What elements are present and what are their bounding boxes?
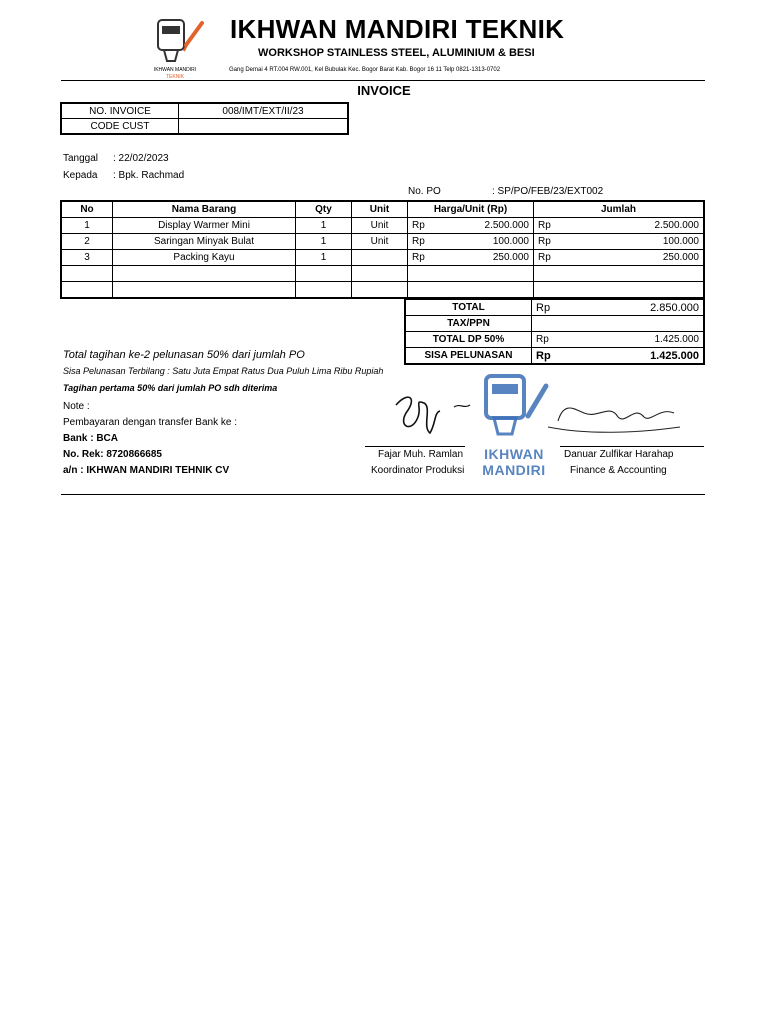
items-table bbox=[60, 200, 705, 299]
no-invoice-value: 008/IMT/EXT/II/23 bbox=[179, 103, 349, 119]
footer-rule bbox=[61, 494, 705, 495]
tanggal-value: : 22/02/2023 bbox=[113, 153, 169, 164]
row-total-cell bbox=[534, 250, 705, 266]
signer-right-role: Finance & Accounting bbox=[570, 465, 667, 476]
col-harga: Harga/Unit (Rp) bbox=[408, 201, 534, 218]
logo-text-2: TEKNIK bbox=[165, 74, 185, 80]
row-total-currency: Rp bbox=[538, 236, 551, 247]
table-row bbox=[61, 234, 704, 250]
po-value: : SP/PO/FEB/23/EXT002 bbox=[492, 186, 604, 197]
code-cust-value bbox=[179, 119, 349, 135]
row-unit: Unit bbox=[352, 234, 408, 250]
row-price-cell bbox=[408, 234, 534, 250]
note-label: Note : bbox=[63, 401, 90, 412]
row-name: Packing Kayu bbox=[113, 250, 296, 266]
row-unit bbox=[352, 250, 408, 266]
dp-cell bbox=[532, 332, 705, 348]
note-line-1: Total tagihan ke-2 pelunasan 50% dari jumlah PO bbox=[63, 349, 305, 361]
bank-name: Bank : BCA bbox=[63, 433, 119, 444]
row-price-currency: Rp bbox=[412, 220, 425, 231]
total-row bbox=[405, 299, 704, 316]
row-price-cell bbox=[408, 250, 534, 266]
dp-label: TOTAL DP 50% bbox=[405, 332, 532, 348]
sisa-row bbox=[405, 348, 704, 365]
row-price-currency: Rp bbox=[412, 236, 425, 247]
stamp-text: IKHWAN bbox=[484, 446, 544, 462]
row-name: Display Warmer Mini bbox=[113, 218, 296, 234]
note-line-2: Sisa Pelunasan Terbilang : Satu Juta Empat Ratus Dua Puluh Lima Ribu Rupiah bbox=[63, 366, 384, 376]
company-name: IKHWAN MANDIRI TEKNIK bbox=[230, 14, 565, 44]
dp-row bbox=[405, 332, 704, 348]
total-currency: Rp bbox=[536, 301, 551, 314]
table-row-empty bbox=[61, 282, 704, 299]
sisa-label: SISA PELUNASAN bbox=[405, 348, 532, 365]
row-total: 2.500.000 bbox=[654, 220, 699, 231]
invoice-info-table bbox=[60, 102, 349, 135]
totals-table bbox=[404, 298, 705, 365]
row-total: 100.000 bbox=[662, 236, 699, 247]
row-qty: 1 bbox=[296, 218, 352, 234]
row-total-cell bbox=[534, 234, 705, 250]
stamp-text-2: MANDIRI bbox=[482, 462, 546, 478]
col-unit: Unit bbox=[352, 201, 408, 218]
row-no: 3 bbox=[61, 250, 113, 266]
tax-row bbox=[405, 316, 704, 332]
signer-right-name: Danuar Zulfikar Harahap bbox=[564, 449, 674, 460]
sisa-cell bbox=[532, 348, 705, 365]
company-logo bbox=[142, 15, 208, 81]
tax-value bbox=[532, 316, 705, 332]
row-price: 2.500.000 bbox=[484, 220, 529, 231]
row-no: 1 bbox=[61, 218, 113, 234]
col-jumlah: Jumlah bbox=[534, 201, 705, 218]
no-invoice-label: NO. INVOICE bbox=[61, 103, 179, 119]
dp-value: 1.425.000 bbox=[654, 334, 699, 345]
invoice-title: INVOICE bbox=[357, 83, 411, 98]
row-total-currency: Rp bbox=[538, 220, 551, 231]
sisa-currency: Rp bbox=[536, 349, 551, 362]
row-no: 2 bbox=[61, 234, 113, 250]
row-price-currency: Rp bbox=[412, 252, 425, 263]
dp-currency: Rp bbox=[536, 334, 549, 345]
row-qty: 1 bbox=[296, 250, 352, 266]
table-row-empty bbox=[61, 266, 704, 282]
col-no: No bbox=[61, 201, 113, 218]
bank-account: No. Rek: 8720866685 bbox=[63, 449, 162, 460]
kepada-label: Kepada bbox=[63, 170, 98, 181]
company-address: Gang Demai 4 RT.004 RW.001, Kel Bubulak Kec. Bogor Barat Kab. Bogor 16 11 Telp 0821-1313-0702 bbox=[229, 67, 501, 73]
items-header-row bbox=[61, 201, 704, 218]
tanggal-label: Tanggal bbox=[63, 153, 99, 164]
row-total-cell bbox=[534, 218, 705, 234]
tax-label: TAX/PPN bbox=[405, 316, 532, 332]
row-qty: 1 bbox=[296, 234, 352, 250]
sisa-value: 1.425.000 bbox=[650, 349, 699, 362]
row-unit: Unit bbox=[352, 218, 408, 234]
company-stamp bbox=[478, 372, 550, 484]
row-name: Saringan Minyak Bulat bbox=[113, 234, 296, 250]
logo-text: IKHWAN MANDIRI bbox=[153, 67, 197, 73]
po-label: No. PO bbox=[408, 186, 441, 197]
note-line-3: Tagihan pertama 50% dari jumlah PO sdh diterima bbox=[63, 383, 278, 393]
transfer-text: Pembayaran dengan transfer Bank ke : bbox=[63, 417, 237, 428]
row-price-cell bbox=[408, 218, 534, 234]
total-value: 2.850.000 bbox=[650, 301, 699, 314]
total-cell bbox=[532, 299, 705, 316]
code-cust-label: CODE CUST bbox=[61, 119, 179, 135]
col-qty: Qty bbox=[296, 201, 352, 218]
signature-line-right bbox=[560, 446, 704, 447]
table-row bbox=[61, 218, 704, 234]
header-rule bbox=[61, 80, 705, 81]
row-total-currency: Rp bbox=[538, 252, 551, 263]
signature-line-left bbox=[365, 446, 465, 447]
kepada-value: : Bpk. Rachmad bbox=[113, 170, 185, 181]
signer-left-role: Koordinator Produksi bbox=[371, 465, 465, 476]
row-total: 250.000 bbox=[662, 252, 699, 263]
company-subtitle: WORKSHOP STAINLESS STEEL, ALUMINIUM & BESI bbox=[258, 47, 535, 59]
signer-left-name: Fajar Muh. Ramlan bbox=[378, 449, 464, 460]
row-price: 100.000 bbox=[492, 236, 529, 247]
row-price: 250.000 bbox=[492, 252, 529, 263]
account-holder: a/n : IKHWAN MANDIRI TEHNIK CV bbox=[63, 465, 230, 476]
total-label: TOTAL bbox=[405, 299, 532, 316]
table-row bbox=[61, 250, 704, 266]
col-nama-barang: Nama Barang bbox=[113, 201, 296, 218]
